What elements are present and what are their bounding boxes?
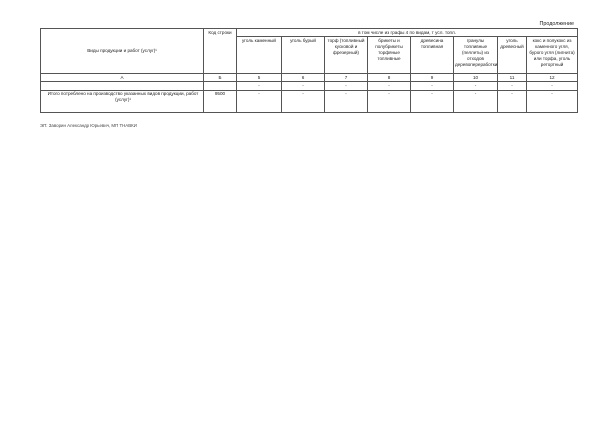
table-cell [41, 82, 204, 90]
index-cell: 7 [325, 74, 368, 82]
table-cell: - [454, 90, 498, 112]
continuation-label: Продолжение [539, 21, 574, 27]
table-cell: - [325, 90, 368, 112]
col-header-6: уголь бурый [282, 37, 325, 74]
col-header-5: уголь каменный [237, 37, 282, 74]
total-row-label: Итого потреблено на производство указанных видов продукции, работ (услуг)¹ [41, 90, 204, 112]
col-header-7: торф (топливный кусковой и фрезерный) [325, 37, 368, 74]
table-cell: - [411, 82, 454, 90]
index-cell: 10 [454, 74, 498, 82]
index-cell: 6 [282, 74, 325, 82]
index-cell: А [41, 74, 204, 82]
col-header-9: древесина топливная [411, 37, 454, 74]
products-header: Виды продукции и работ (услуг)¹ [41, 29, 204, 74]
index-cell: 9 [411, 74, 454, 82]
table-cell: - [498, 90, 527, 112]
total-row [41, 90, 578, 112]
index-cell: 12 [527, 74, 578, 82]
table-cell [204, 82, 237, 90]
table-cell: - [454, 82, 498, 90]
group-header: в том числе из графы 4 по видам, т усл. топл. [237, 29, 578, 37]
table-cell: - [325, 82, 368, 90]
index-row [41, 74, 578, 82]
total-row-code: 9500 [204, 90, 237, 112]
index-cell: Б [204, 74, 237, 82]
signature-footer: ЭП: Заворин Александр Юрьевич, МП ТНАВКИ [40, 123, 137, 128]
col-header-11: уголь древесный [498, 37, 527, 74]
table-cell: - [368, 90, 411, 112]
index-cell: 8 [368, 74, 411, 82]
blank-row [41, 82, 578, 90]
col-header-10: гранулы топливные (пеллеты) из отходов деревопереработки [454, 37, 498, 74]
table-cell: - [282, 82, 325, 90]
table-cell: - [411, 90, 454, 112]
table-cell: - [527, 90, 578, 112]
table-cell: - [498, 82, 527, 90]
col-header-12: кокс и полукокс из каменного угля, бурого угля (лигнита) или торфа, уголь ретортный [527, 37, 578, 74]
table-cell: - [527, 82, 578, 90]
index-cell: 5 [237, 74, 282, 82]
index-cell: 11 [498, 74, 527, 82]
table-cell: - [237, 90, 282, 112]
table-cell: - [237, 82, 282, 90]
table-cell: - [282, 90, 325, 112]
fuel-consumption-table [40, 28, 578, 113]
col-header-8: брикеты и полубрикеты торфяные топливные [368, 37, 411, 74]
code-header: Код строки [204, 29, 237, 74]
table-cell: - [368, 82, 411, 90]
